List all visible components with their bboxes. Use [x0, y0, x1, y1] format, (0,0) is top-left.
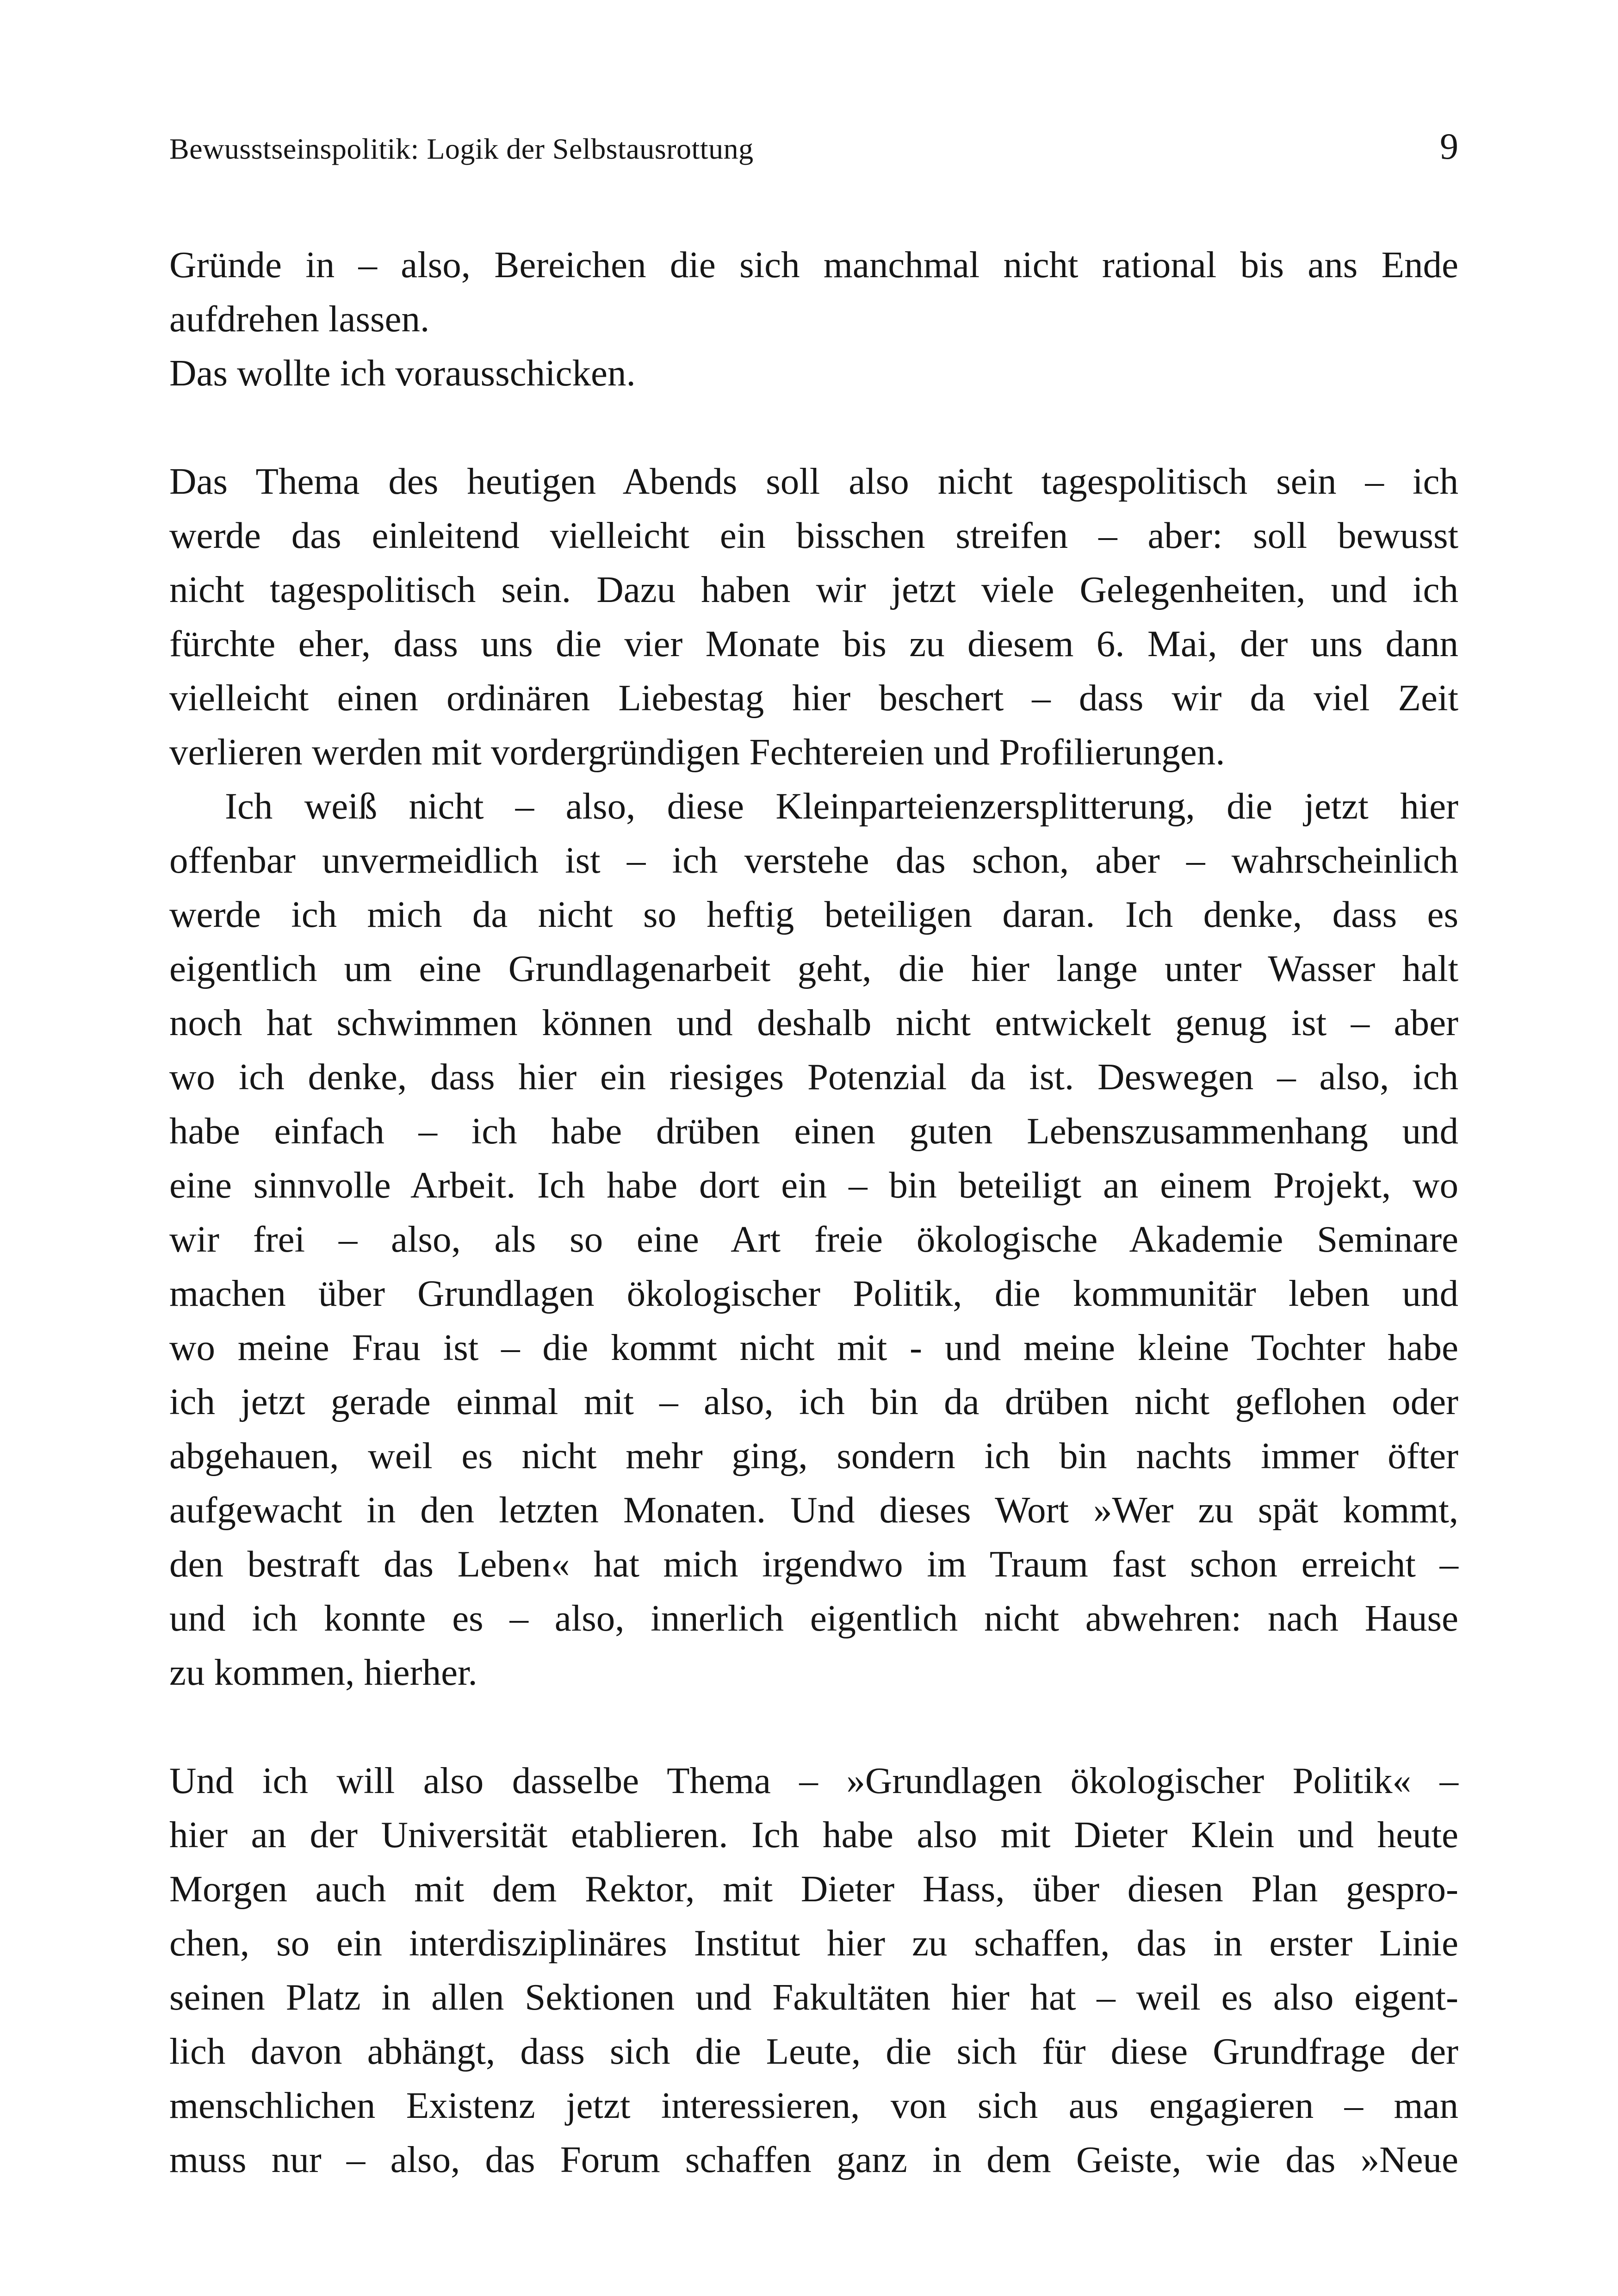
- text-line: aufgewacht in den letzten Monaten. Und dieses Wort »Wer zu spät kommt,: [169, 1489, 1458, 1531]
- running-header: [169, 126, 1458, 168]
- text-line: werde ich mich da nicht so heftig beteiligen daran. Ich denke, dass es: [169, 894, 1458, 935]
- text-line: noch hat schwimmen können und deshalb nicht entwickelt genug ist – aber: [169, 1002, 1458, 1043]
- text-line: fürchte eher, dass uns die vier Monate bis zu diesem 6. Mai, der uns dann: [169, 623, 1458, 664]
- text-line: chen, so ein interdisziplinäres Institut hier zu schaffen, das in erster Linie: [169, 1922, 1458, 1964]
- text-line: aufdrehen lassen.: [169, 298, 430, 340]
- text-line: ich jetzt gerade einmal mit – also, ich bin da drüben nicht geflohen oder: [169, 1381, 1458, 1422]
- page-number: 9: [1440, 126, 1458, 167]
- text-line: Das wollte ich vorausschicken.: [169, 352, 636, 394]
- text-line: offenbar unvermeidlich ist – ich verstehe das schon, aber – wahrscheinlich: [169, 839, 1458, 881]
- text-line: Morgen auch mit dem Rektor, mit Dieter Hass, über diesen Plan gespro-: [169, 1868, 1458, 1910]
- body-text: [169, 238, 1458, 2187]
- text-line: wo ich denke, dass hier ein riesiges Potenzial da ist. Deswegen – also, ich: [169, 1056, 1458, 1098]
- text-line: hier an der Universität etablieren. Ich habe also mit Dieter Klein und heute: [169, 1814, 1458, 1855]
- text-line: abgehauen, weil es nicht mehr ging, sondern ich bin nachts immer öfter: [169, 1435, 1458, 1477]
- text-line: verlieren werden mit vordergründigen Fechtereien und Profilierungen.: [169, 731, 1225, 773]
- text-line: eine sinnvolle Arbeit. Ich habe dort ein – bin beteiligt an einem Projekt, wo: [169, 1164, 1458, 1206]
- header-title: Bewusstseinspolitik: Logik der Selbstausrottung: [169, 132, 754, 165]
- text-line: machen über Grundlagen ökologischer Politik, die kommunitär leben und: [169, 1272, 1458, 1314]
- text-line: Das Thema des heutigen Abends soll also nicht tagespolitisch sein – ich: [169, 460, 1458, 502]
- text-line: werde das einleitend vielleicht ein bisschen streifen – aber: soll bewusst: [169, 515, 1458, 556]
- text-line: vielleicht einen ordinären Liebestag hier beschert – dass wir da viel Zeit: [169, 677, 1458, 719]
- text-line: Und ich will also dasselbe Thema – »Grundlagen ökologischer Politik« –: [169, 1760, 1458, 1801]
- text-line: habe einfach – ich habe drüben einen guten Lebenszusammenhang und: [169, 1110, 1458, 1152]
- text-line: eigentlich um eine Grundlagenarbeit geht, die hier lange unter Wasser halt: [169, 948, 1458, 989]
- text-line: den bestraft das Leben« hat mich irgendwo im Traum fast schon erreicht –: [169, 1543, 1458, 1585]
- text-line: und ich konnte es – also, innerlich eigentlich nicht abwehren: nach Hause: [169, 1597, 1458, 1639]
- text-line: wir frei – also, als so eine Art freie ökologische Akademie Seminare: [169, 1218, 1458, 1260]
- text-line: lich davon abhängt, dass sich die Leute, die sich für diese Grundfrage der: [169, 2030, 1458, 2072]
- paragraph-gap: [169, 1700, 1458, 1754]
- text-line: muss nur – also, das Forum schaffen ganz in dem Geiste, wie das »Neue: [169, 2139, 1458, 2180]
- paragraph-gap: [169, 400, 1458, 454]
- text-line: zu kommen, hierher.: [169, 1651, 477, 1693]
- text-line: menschlichen Existenz jetzt interessieren, von sich aus engagieren – man: [169, 2085, 1458, 2126]
- text-line: wo meine Frau ist – die kommt nicht mit - und meine kleine Tochter habe: [169, 1327, 1458, 1368]
- text-line: Ich weiß nicht – also, diese Kleinparteienzersplitterung, die jetzt hier: [225, 785, 1458, 827]
- text-line: seinen Platz in allen Sektionen und Fakultäten hier hat – weil es also eigent-: [169, 1976, 1458, 2018]
- text-line: Gründe in – also, Bereichen die sich manchmal nicht rational bis ans Ende: [169, 244, 1458, 285]
- text-line: nicht tagespolitisch sein. Dazu haben wir jetzt viele Gelegenheiten, und ich: [169, 569, 1458, 610]
